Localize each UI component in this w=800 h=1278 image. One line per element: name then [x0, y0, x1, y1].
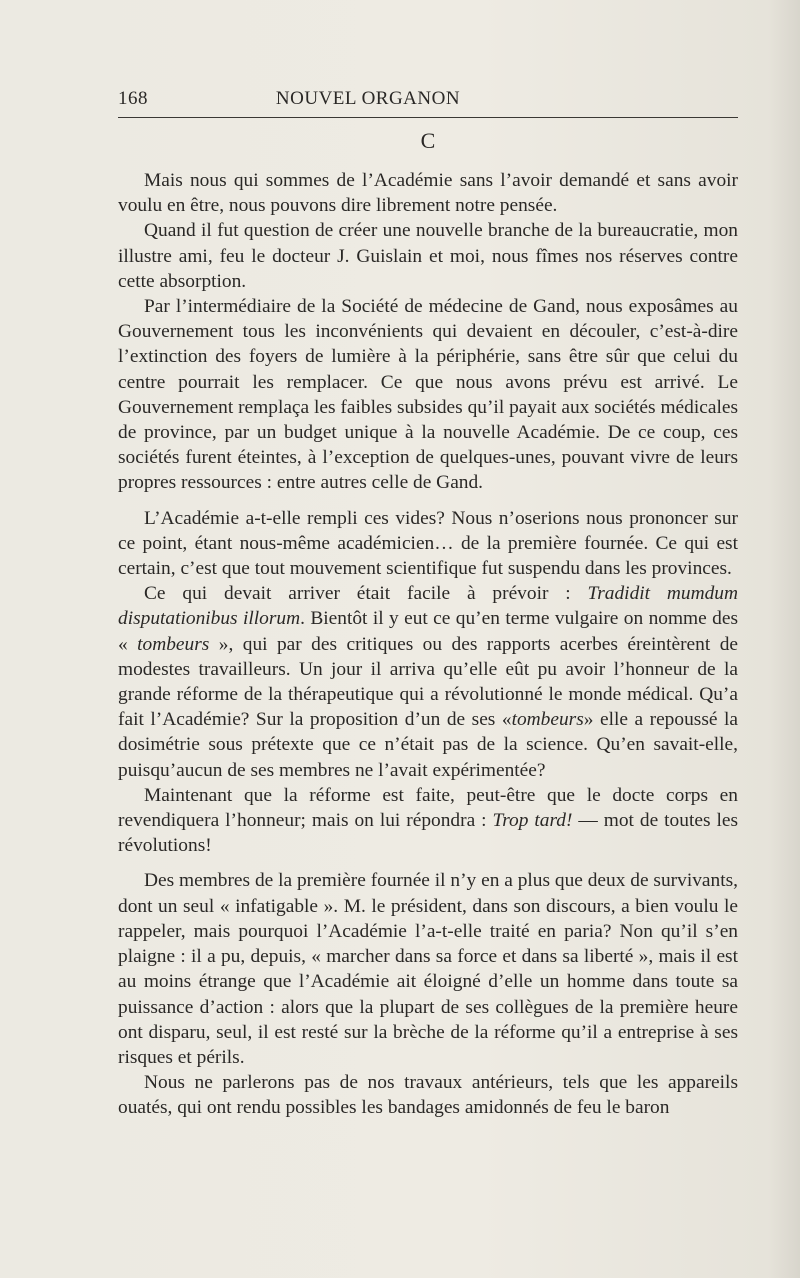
paragraph: Des membres de la première fournée il n’y en a plus que deux de survivants, dont un seul « infatigable ». M. le président, dans son discours, a bien voulu le rappeler, mais pourquoi l’Académie l’a-t-elle traité en paria? Non qu’il s’en plaigne : il a pu, depuis, « marcher dans sa force et dans sa liberté », mais il est au moins étrange que l’Académie ait éloigné d’elle un homme dans toute sa puissance d’action : alors que la plupart de ses collègues de la première heure ont disparu, seul, il est resté sur la brèche de la réforme qu’il a entreprise à ses risques et périls. — [118, 870, 738, 1068]
paragraph: Mais nous qui sommes de l’Académie sans l’avoir demandé et sans avoir voulu en être, nous pouvons dire librement notre pensée. — [118, 170, 738, 217]
paragraph: Par l’intermédiaire de la Société de médecine de Gand, nous exposâmes au Gouvernement tous les inconvénients qui devaient en découler, c’est-à-dire l’extinction des foyers de lumière à la périphérie, sans être sûr que celui du centre pourrait les remplacer. Ce que nous avons prévu est arrivé. Le Gouvernement remplaça les faibles subsides qu’il payait aux sociétés médicales de province, par un budget unique à la nouvelle Académie. De ce coup, ces sociétés furent éteintes, à l’exception de quelques-unes, pouvant vivre de leurs propres ressources : entre autres celle de Gand. — [118, 296, 738, 494]
text-run: Ce qui devait arriver était facile à prévoir : — [144, 583, 588, 605]
text-run: . Bientôt il y eut ce qu’en terme vulgaire on nomme des « — [118, 608, 738, 655]
paragraph: Quand il fut question de créer une nouvelle branche de la bureaucratie, mon illustre ami, feu le docteur J. Guislain et moi, nous fîmes nos réserves contre cette absorption. — [118, 220, 738, 292]
italic-term: tombeurs — [137, 633, 210, 655]
running-header — [118, 88, 738, 112]
paragraph — [118, 581, 738, 783]
paragraph: Nous ne parlerons pas de nos travaux antérieurs, tels que les appareils ouatés, qui ont rendu possibles les bandages amidonnés de feu le baron — [118, 1072, 738, 1119]
italic-term: tombeurs — [511, 709, 584, 731]
body-text — [118, 168, 738, 1121]
paragraph: L’Académie a-t-elle rempli ces vides? Nous n’oserions nous prononcer sur ce point, étant nous-même académicien… de la première fournée. Ce qui est certain, c’est que tout mouvement scientifique fut suspendu dans les provinces. — [118, 507, 738, 580]
header-rule — [118, 117, 738, 118]
page-number: 168 — [118, 88, 148, 109]
text-run: Maintenant que la réforme est faite, peut-être que le docte corps en revendiquera l’honneur; mais on lui répondra : — [118, 784, 738, 832]
paragraph — [118, 783, 738, 859]
text-run: » elle a repoussé la dosimétrie sous prétexte que ce n’était pas de la science. Qu’en savait-elle, puisqu’aucun de ses membres ne l’avait expérimentée? — [118, 709, 738, 781]
running-title: NOUVEL ORGANON — [275, 88, 461, 109]
text-run: », qui par des critiques ou des rapports acerbes éreintèrent de modestes travailleurs. Un jour il arriva qu’elle eût pu avoir l’honneur de la grande réforme de la thérapeutique qui a révolutionné le monde médical. Qu’a fait l’Académie? Sur la proposition d’un de ses « — [118, 633, 738, 731]
text-run: — mot de toutes les révolutions! — [118, 810, 738, 857]
italic-phrase: Trop tard! — [492, 810, 573, 832]
section-letter: C — [420, 128, 436, 153]
latin-quote: Tradidit mumdum disputationibus illorum — [118, 583, 738, 630]
